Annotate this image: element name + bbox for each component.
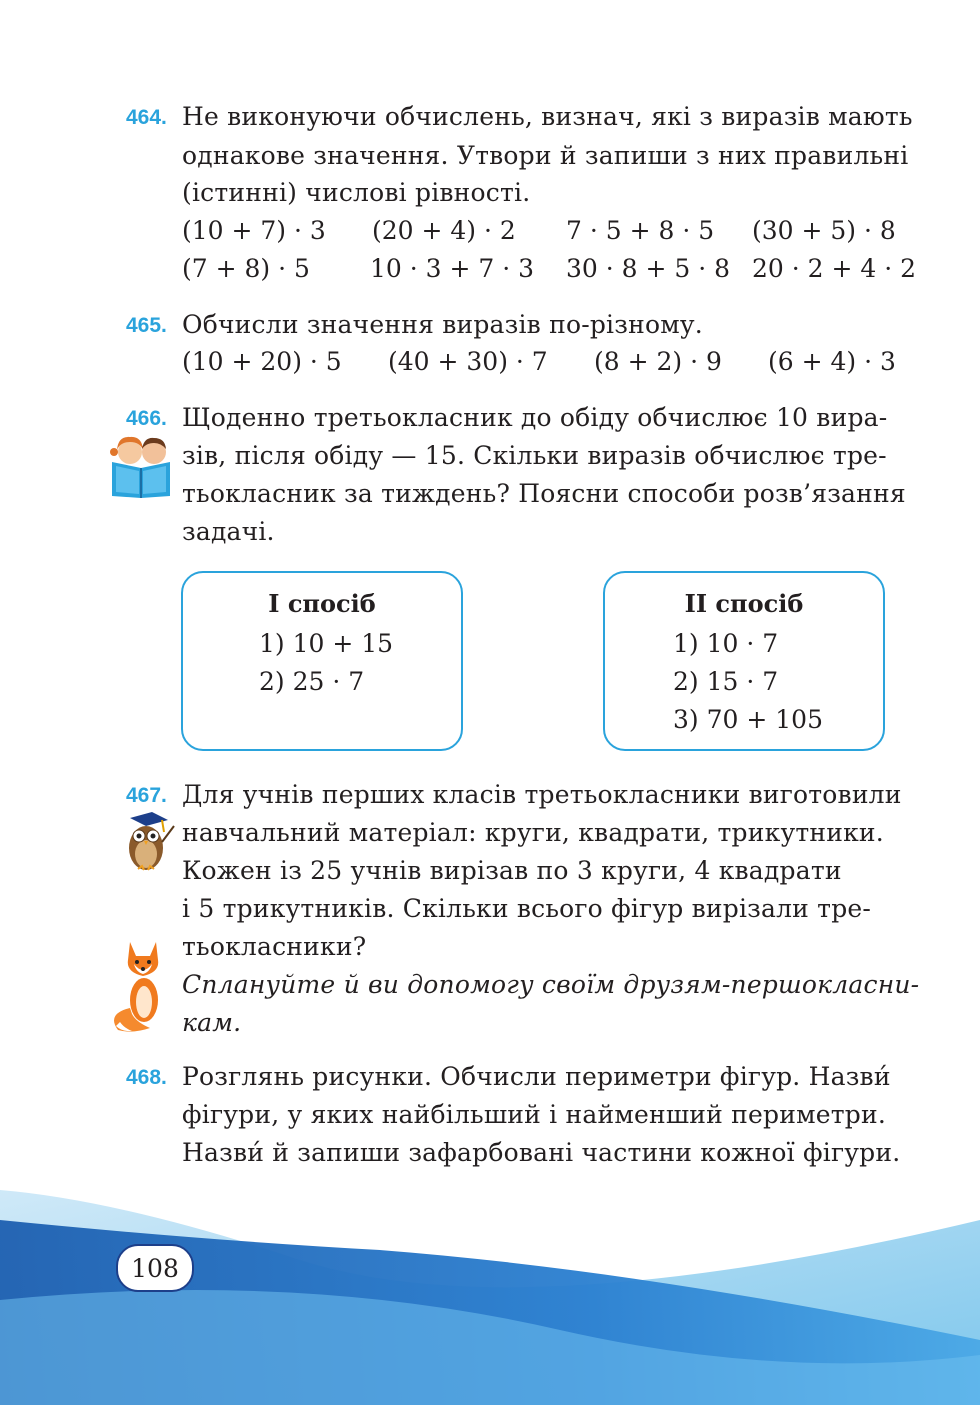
method-2-step: 1) 10 · 7: [673, 629, 779, 658]
task-italic-line: кам.: [182, 1008, 242, 1037]
task-text-line: Щоденно третьокласник до обіду обчислює 10 вира-: [182, 403, 888, 432]
expression: 30 · 8 + 5 · 8: [566, 254, 731, 283]
task-number: 467.: [126, 784, 167, 807]
method-1-box: [181, 571, 463, 751]
task-text-line: тьокласник за тиждень? Поясни способи розв’язання: [182, 479, 906, 508]
page-number-badge: [116, 1244, 194, 1292]
task-text-line: зів, після обіду — 15. Скільки виразів обчислює тре-: [182, 441, 887, 470]
fox-icon: [110, 938, 176, 1034]
wave-background: [0, 1180, 980, 1405]
expression: (20 + 4) · 2: [372, 216, 516, 245]
task-text-line: тьокласники?: [182, 932, 367, 961]
task-number: 466.: [126, 407, 167, 430]
task-text-line: Назви́ й запиши зафарбовані частини кожної фігури.: [182, 1138, 901, 1167]
expression: (7 + 8) · 5: [182, 254, 310, 283]
expression: (8 + 2) · 9: [594, 347, 722, 376]
task-text-line: Кожен із 25 учнів вирізав по 3 круги, 4 квадрати: [182, 856, 842, 885]
expression: (10 + 7) · 3: [182, 216, 326, 245]
task-text-line: фігури, у яких найбільший і найменший периметри.: [182, 1100, 886, 1129]
task-text-line: Для учнів перших класів третьокласники виготовили: [182, 780, 902, 809]
task-text-line: Розглянь рисунки. Обчисли периметри фігур. Назви́: [182, 1062, 891, 1091]
task-text-line: (істинні) числові рівності.: [182, 178, 531, 207]
method-1-step: 1) 10 + 15: [259, 629, 394, 658]
task-text-line: однакове значення. Утвори й запиши з них правильні: [182, 141, 909, 170]
task-text-line: і 5 трикутників. Скільки всього фігур вирізали тре-: [182, 894, 872, 923]
method-1-step: 2) 25 · 7: [259, 667, 365, 696]
task-text-line: навчальний матеріал: круги, квадрати, трикутники.: [182, 818, 884, 847]
method-1-title: I спосіб: [268, 589, 376, 618]
expression: (10 + 20) · 5: [182, 347, 342, 376]
task-number: 464.: [126, 106, 167, 129]
owl-teacher-icon: [118, 812, 176, 872]
task-number: 468.: [126, 1066, 167, 1089]
method-2-box: [603, 571, 885, 751]
method-2-step: 3) 70 + 105: [673, 705, 823, 734]
children-reading-icon: [106, 432, 176, 498]
task-number: 465.: [126, 314, 167, 337]
method-2-step: 2) 15 · 7: [673, 667, 779, 696]
expression: 20 · 2 + 4 · 2: [752, 254, 917, 283]
task-text-line: Не виконуючи обчислень, визнач, які з виразів мають: [182, 102, 913, 131]
task-text-line: задачі.: [182, 517, 275, 546]
expression: 7 · 5 + 8 · 5: [566, 216, 715, 245]
method-2-title: II спосіб: [684, 589, 804, 618]
expression: 10 · 3 + 7 · 3: [370, 254, 535, 283]
task-italic-line: Сплануйте й ви допомогу своїм друзям-першокласни-: [182, 970, 920, 999]
task-text-line: Обчисли значення виразів по-різному.: [182, 310, 703, 339]
expression: (40 + 30) · 7: [388, 347, 548, 376]
page-number: 108: [131, 1253, 179, 1283]
expression: (6 + 4) · 3: [768, 347, 896, 376]
expression: (30 + 5) · 8: [752, 216, 896, 245]
